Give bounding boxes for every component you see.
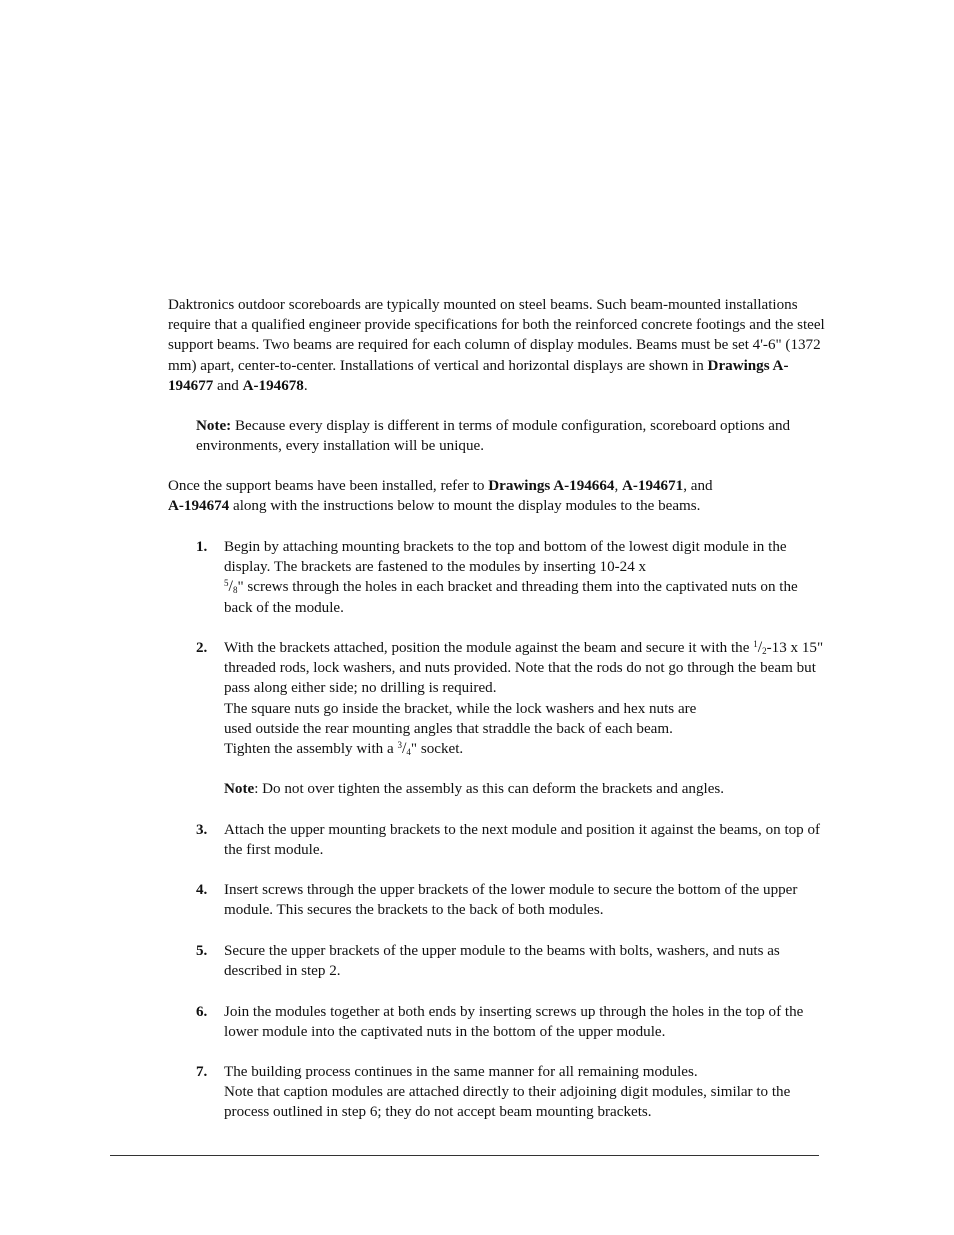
- note-text: : Do not over tighten the assembly as this can deform the brackets and angles.: [254, 781, 725, 797]
- note-label: Note: [224, 781, 255, 797]
- step-text: Attach the upper mounting brackets to the next module and position it against the beams, on top of the first module.: [224, 822, 821, 859]
- support-text-b: along with the instructions below to mount the display modules to the beams.: [229, 498, 701, 515]
- note-paragraph: [196, 416, 816, 456]
- step-2-text-c: The square nuts go inside the bracket, while the lock washers and hex nuts are: [224, 700, 697, 717]
- step-number: 4.: [196, 882, 208, 898]
- intro-end: .: [303, 377, 308, 394]
- fraction-1-2: [753, 640, 766, 656]
- step-2-text-a: With the brackets attached, position the module against the beam and secure it with the: [224, 640, 754, 656]
- support-and: , and: [683, 478, 713, 494]
- step-number: 1.: [196, 539, 208, 555]
- intro-paragraph: [168, 295, 828, 396]
- intro-text: Daktronics outdoor scoreboards are typically mounted on steel beams. Such beam-mounted installations require that a qualified engineer provide specifications for both the reinforced concrete footings and the steel support beams. Two beams are required for each column of display modules. Beams must be set 4'-6" (1372 mm) apart, center-to-center. Installations of vertical and horizontal displays are shown in: [168, 297, 825, 374]
- step-2-text-b: -13 x 15" threaded rods, lock washers, and nuts provided. Note that the rods do not go through the beam but pass along either side; no drilling is required.: [224, 640, 824, 697]
- step-7-text-b: Note that caption modules are attached directly to their adjoining digit modules, similar to the process outlined in step 6; they do not accept beam mounting brackets.: [224, 1084, 791, 1121]
- step-number: 6.: [196, 1004, 208, 1020]
- note-text: Because every display is different in terms of module configuration, scoreboard options and environments, every installation will be unique.: [196, 418, 791, 455]
- step-text: Insert screws through the upper brackets of the lower module to secure the bottom of the upper module. This secures the brackets to the back of both modules.: [224, 882, 798, 919]
- support-comma: ,: [614, 478, 622, 494]
- drawing-ref-a194674: A-194674: [168, 498, 230, 515]
- step-number: 3.: [196, 822, 208, 838]
- step-text: [224, 1062, 824, 1123]
- fraction-numerator: 3: [397, 740, 402, 751]
- fraction-denominator: 8: [232, 585, 238, 596]
- fraction-5-8: [224, 579, 237, 595]
- step-number: 5.: [196, 943, 208, 959]
- step-1-text-b: " screws through the holes in each bracket and threading them into the captivated nuts on the back of the module.: [224, 579, 798, 616]
- step-number: 7.: [196, 1064, 208, 1080]
- fraction-denominator: 2: [762, 646, 767, 656]
- drawing-ref-a194664: Drawings A-194664: [488, 478, 615, 494]
- fraction-numerator: 5: [224, 578, 229, 589]
- step-2-text-f: " socket.: [410, 741, 464, 758]
- step-text: [224, 537, 824, 618]
- step-text: Secure the upper brackets of the upper module to the beams with bolts, washers, and nuts as described in step 2.: [224, 943, 780, 980]
- drawing-ref-a194678: A-194678: [242, 377, 304, 394]
- step-7-text-a: The building process continues in the same manner for all remaining modules.: [224, 1064, 698, 1080]
- fraction-slash: /: [228, 578, 233, 596]
- step-2-text-d: used outside the rear mounting angles that straddle the back of each beam.: [224, 720, 673, 737]
- intro-and: and: [213, 377, 243, 394]
- footer-divider: [110, 1155, 819, 1156]
- drawing-ref-a194677: Drawings A-194677: [168, 357, 789, 394]
- drawing-ref-a194671: A-194671: [621, 478, 684, 494]
- support-text-a: Once the support beams have been installed, refer to: [168, 478, 489, 494]
- fraction-slash: /: [401, 740, 407, 758]
- step-1-text-a: Begin by attaching mounting brackets to the top and bottom of the lowest digit module in the display. The brackets are fastened to the modules by inserting 10-24 x: [224, 539, 787, 576]
- step-text: [224, 638, 824, 759]
- fraction-numerator: 1: [753, 639, 758, 649]
- step-2-text-e: Tighten the assembly with a: [224, 741, 398, 758]
- fraction-denominator: 4: [406, 747, 411, 758]
- step-2-note: [224, 779, 824, 799]
- step-number: 2.: [196, 640, 208, 656]
- note-label: Note:: [196, 418, 232, 434]
- support-paragraph: [168, 476, 828, 516]
- fraction-3-4: [397, 741, 410, 757]
- step-text: Join the modules together at both ends by inserting screws up through the holes in the top of the lower module into the captivated nuts in the bottom of the upper module.: [224, 1004, 804, 1041]
- fraction-slash: /: [757, 639, 763, 656]
